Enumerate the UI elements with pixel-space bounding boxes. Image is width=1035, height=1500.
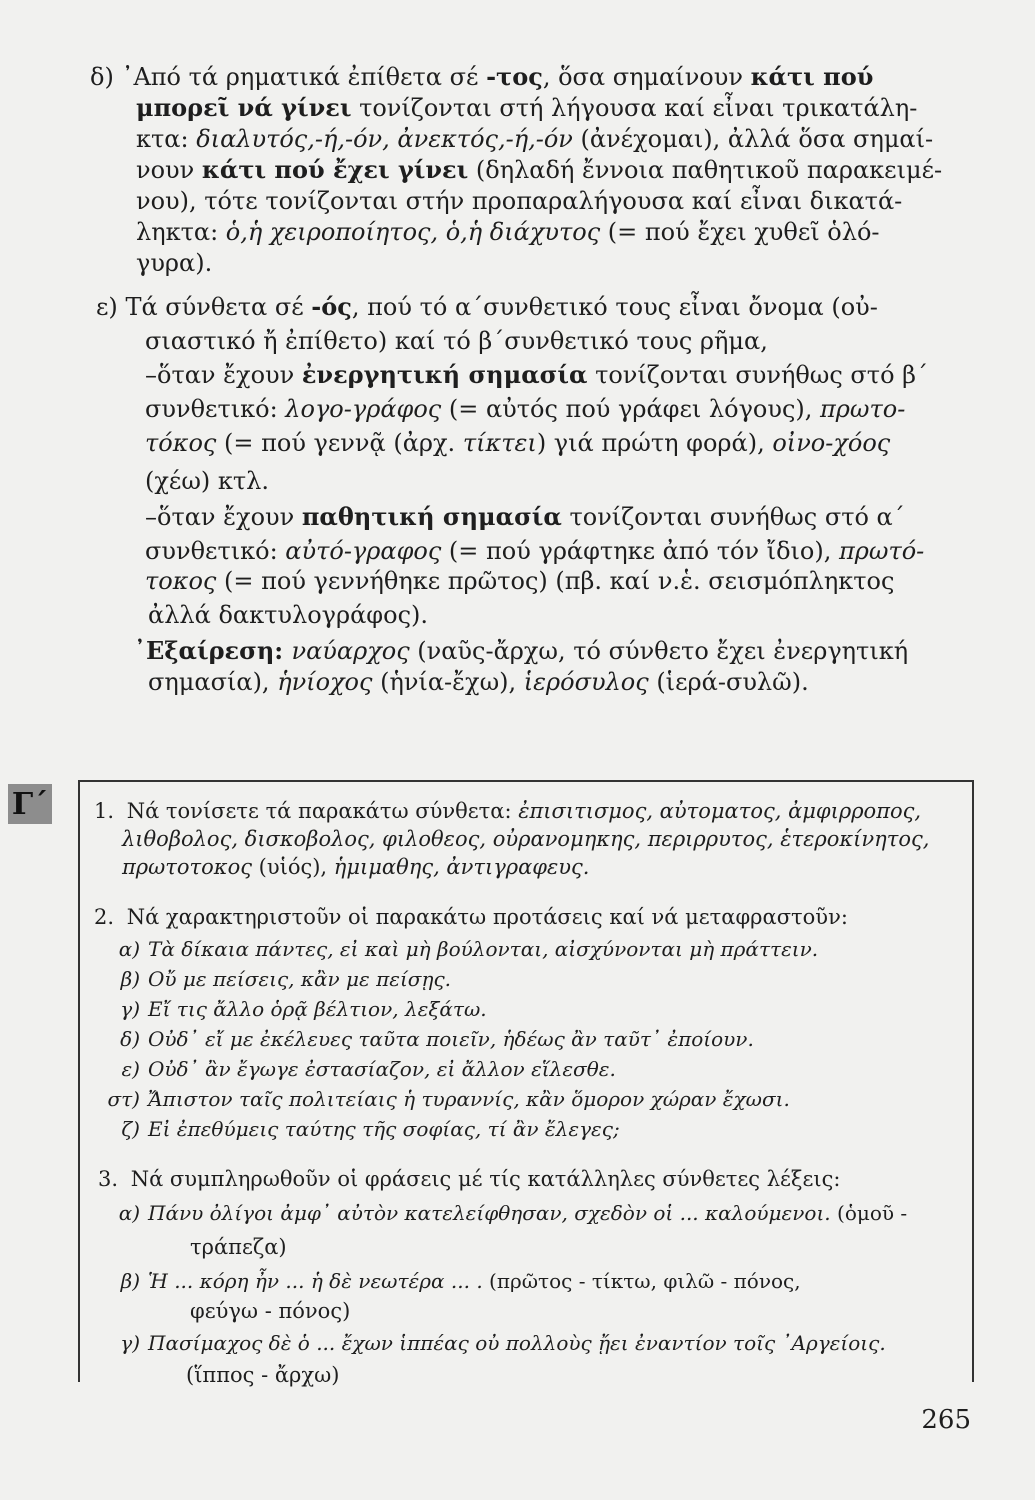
rule-e-line-1 (96, 292, 878, 322)
item-tag: β) (120, 1269, 140, 1293)
item-hint: (πρῶτος - τίκτω, φιλῶ - πόνος, (482, 1269, 801, 1293)
text-run: ληκτα: (136, 218, 226, 246)
text-run: ) γιά πρώτη φορά), (536, 429, 773, 457)
rule-e-line-7 (145, 502, 905, 532)
page-number: 265 (921, 1405, 971, 1435)
exercise-3-item-c (94, 1330, 886, 1356)
rule-e-line-3 (145, 360, 928, 390)
item-text: Οὐδ᾽ ἂν ἔγωγε ἐστασίαζον, εἰ ἄλλον εἵλεσθε. (148, 1057, 616, 1081)
bold-run: κάτι πού ἔχει γίνει (201, 155, 469, 184)
bold-run: κάτι πού (750, 62, 874, 91)
bold-run: ἐνεργητική σημασία (301, 360, 588, 389)
exercise-2-item (94, 1056, 616, 1082)
italic-run: ἱερόσυλος (523, 668, 649, 696)
italic-run: διαλυτός,-ή,-όν, ἀνεκτός,-ή,-όν (196, 125, 573, 153)
item-text: Τὰ δίκαια πάντες, εἰ καὶ μὴ βούλονται, αἰσχύνονται μὴ πράττειν. (148, 937, 819, 961)
item-tag: α) (118, 937, 140, 961)
item-tag: γ) (120, 1331, 140, 1355)
italic-run: ναύαρχος (291, 637, 410, 665)
text-run: (= πού γράφτηκε ἀπό τόν ἴδιο), (441, 537, 839, 565)
italic-run: οἰνο-χόος (772, 429, 891, 457)
text-run: (= πού γεννᾷ (ἀρχ. (216, 429, 463, 457)
text-run: (υἱός), (251, 855, 334, 879)
exercise-3-item-c-hint: (ἵππος - ἄρχω) (186, 1363, 340, 1387)
text-run: ἀλλά δακτυλογράφος). (148, 601, 428, 629)
item-text: Πάνυ ὀλίγοι ἀμφ᾽ αὐτὸν κατελείφθησαν, σχεδὸν οἱ ... καλούμενοι. (148, 1201, 831, 1225)
item-tag: ζ) (121, 1117, 140, 1141)
item-text: Οὔ με πείσεις, κἂν με πείσῃς. (148, 967, 451, 991)
italic-run: τόκος (145, 429, 217, 457)
text-run: νου), τότε τονίζονται στήν προπαραλήγουσα καί εἶναι δικατά- (136, 187, 903, 215)
rule-d-line-1 (90, 62, 873, 92)
item-tag: ε) (121, 1057, 140, 1081)
item-text: Ἄπιστον ταῖς πολιτείαις ἡ τυραννίς, κἂν ὅμορον χώραν ἔχωσι. (148, 1087, 790, 1111)
item-text: Ἡ ... κόρη ἦν ... ἡ δὲ νεωτέρα ... . (148, 1269, 483, 1293)
italic-run: ὁ,ἡ χειροποίητος, ὁ,ἡ διάχυτος (225, 218, 601, 246)
text-run: (ναῦς-ἄρχω, τό σύνθετο ἔχει ἐνεργητική (409, 637, 909, 665)
text-run: Τά σύνθετα σέ (125, 293, 312, 321)
item-tag: β) (120, 967, 140, 991)
italic-run: πρωτοτοκος (122, 855, 252, 879)
bold-run: παθητική σημασία (301, 502, 562, 531)
exercise-2-item (94, 1086, 790, 1112)
text-run: (= πού ἔχει χυθεῖ ὁλό- (600, 218, 880, 246)
exercise-number: 3. (98, 1167, 119, 1191)
bold-run: μπορεῖ νά γίνει (136, 93, 352, 122)
text-run: (ἱερά-συλῶ). (648, 668, 809, 696)
text-run: τονίζονται στή λήγουσα καί εἶναι τρικατάλη- (351, 94, 918, 122)
text-run: (ἀνέχομαι), ἀλλά ὅσα σημαί- (572, 125, 934, 153)
exercise-section-marker: Γ΄ (8, 784, 52, 824)
text-run: Νά τονίσετε τά παρακάτω σύνθετα: (126, 799, 519, 823)
rule-e-line-12 (148, 667, 809, 697)
bold-run: -ός (311, 292, 352, 321)
exercise-1-line-2: λιθοβολος, δισκοβολος, φιλοθεος, οὐρανομηκης, περιρρυτος, ἑτεροκίνητος, (122, 827, 930, 851)
text-run: συνθετικό: (145, 537, 286, 565)
rule-e-line-5 (145, 428, 890, 458)
exercise-2-item (94, 1026, 754, 1052)
exercise-3-item-a-hint: τράπεζα) (190, 1235, 287, 1259)
italic-run: πρωτό- (839, 537, 925, 565)
item-text: Εἰ ἐπεθύμεις ταύτης τῆς σοφίας, τί ἂν ἔλεγες; (148, 1117, 620, 1141)
text-run: (ἡνία-ἔχω), (372, 668, 524, 696)
text-run: –ὅταν ἔχουν (145, 361, 302, 389)
text-run: σημασία), (148, 668, 278, 696)
item-text: Οὐδ᾽ εἴ με ἐκέλευες ταῦτα ποιεῖν, ἡδέως ἂν ταῦτ᾽ ἐποίουν. (148, 1027, 754, 1051)
italic-run: ἡνίοχος (277, 668, 373, 696)
rule-d-line-6 (136, 217, 880, 247)
text-run: συνθετικό: (145, 395, 286, 423)
text-run: (χέω) κτλ. (145, 467, 270, 495)
text-run: ᾽Από τά ρηματικά ἐπίθετα σέ (121, 63, 487, 91)
rule-e-line-9 (145, 566, 894, 596)
item-tag: α) (118, 1201, 140, 1225)
exercise-2-item (94, 996, 487, 1022)
text-run: τονίζονται συνήθως στό α΄ (561, 503, 905, 531)
item-text: Εἴ τις ἄλλο ὁρᾷ βέλτιον, λεξάτω. (148, 997, 487, 1021)
rule-e-line-10 (148, 600, 428, 630)
text-run: –ὅταν ἔχουν (145, 503, 302, 531)
italic-run: ἐπισιτισμος, αὐτοματος, ἀμφιρροπος, (518, 799, 922, 823)
rule-e-line-8 (145, 536, 924, 566)
exercise-3-line-1 (98, 1166, 840, 1193)
rule-e-label: ε) (96, 293, 118, 321)
text-run: Νά συμπληρωθοῦν οἱ φράσεις μέ τίς κατάλληλες σύνθετες λέξεις: (130, 1167, 841, 1191)
exercise-number: 1. (94, 799, 115, 823)
exercise-3-item-a (94, 1200, 907, 1226)
text-run: , ὅσα σημαίνουν (542, 63, 751, 91)
exercise-3-item-b (94, 1268, 801, 1294)
item-tag: στ) (107, 1087, 140, 1111)
exercise-2-item (94, 936, 818, 962)
exercise-2-line-1 (94, 904, 848, 931)
text-run: νουν (136, 156, 202, 184)
text-run: (δηλαδή ἔννοια παθητικοῦ παρακειμέ- (468, 156, 943, 184)
exercise-3-item-b-hint: φεύγω - πόνος) (190, 1299, 351, 1323)
text-run: κτα: (136, 125, 197, 153)
italic-run: τίκτει (462, 429, 537, 457)
italic-run: τοκος (145, 567, 217, 595)
bold-run: ᾽Εξαίρεση: (134, 636, 292, 665)
text-run: (= αὐτός πού γράφει λόγους), (441, 395, 821, 423)
italic-run: αὐτό-γραφος (285, 537, 442, 565)
rule-d-line-2 (136, 93, 917, 123)
rule-d-line-4 (136, 155, 942, 185)
text-run: σιαστικό ἤ ἐπίθετο) καί τό β΄συνθετικό τους ρῆμα, (145, 327, 768, 355)
exercise-2-item (94, 966, 451, 992)
rule-d-line-5 (136, 186, 902, 216)
text-run: Νά χαρακτηριστοῦν οἱ παρακάτω προτάσεις καί νά μεταφραστοῦν: (126, 905, 848, 929)
exercise-1-line-3 (122, 854, 589, 881)
italic-run: λογο-γράφος (285, 395, 442, 423)
exercise-1-line-1 (94, 798, 921, 825)
italic-run: πρωτο- (820, 395, 906, 423)
exercise-number: 2. (94, 905, 115, 929)
italic-run: ἡμιμαθης, ἀντιγραφευς. (333, 855, 590, 879)
text-run: γυρα). (136, 249, 213, 277)
rule-d-label: δ) (90, 63, 114, 91)
text-run: τονίζονται συνήθως στό β΄ (587, 361, 929, 389)
rule-e-line-2 (145, 326, 768, 356)
item-text: Πασίμαχος δὲ ὁ ... ἔχων ἱππέας οὐ πολλοὺς ᾔει ἐναντίον τοῖς ᾽Αργείοις. (148, 1331, 886, 1355)
text-run: , πού τό α΄συνθετικό τους εἶναι ὄνομα (οὐ- (351, 293, 878, 321)
bold-run: -τος (486, 62, 543, 91)
rule-d-line-3 (136, 124, 933, 154)
rule-d-line-7 (136, 248, 212, 278)
exercise-2-item (94, 1116, 620, 1142)
rule-e-line-11 (134, 636, 908, 666)
item-hint: (ὁμοῦ - (830, 1201, 908, 1225)
item-tag: δ) (120, 1027, 140, 1051)
rule-e-line-6 (145, 466, 269, 496)
item-tag: γ) (120, 997, 140, 1021)
text-run: (= πού γεννήθηκε πρῶτος) (πβ. καί ν.ἑ. σεισμόπληκτος (216, 567, 895, 595)
rule-e-line-4 (145, 394, 905, 424)
